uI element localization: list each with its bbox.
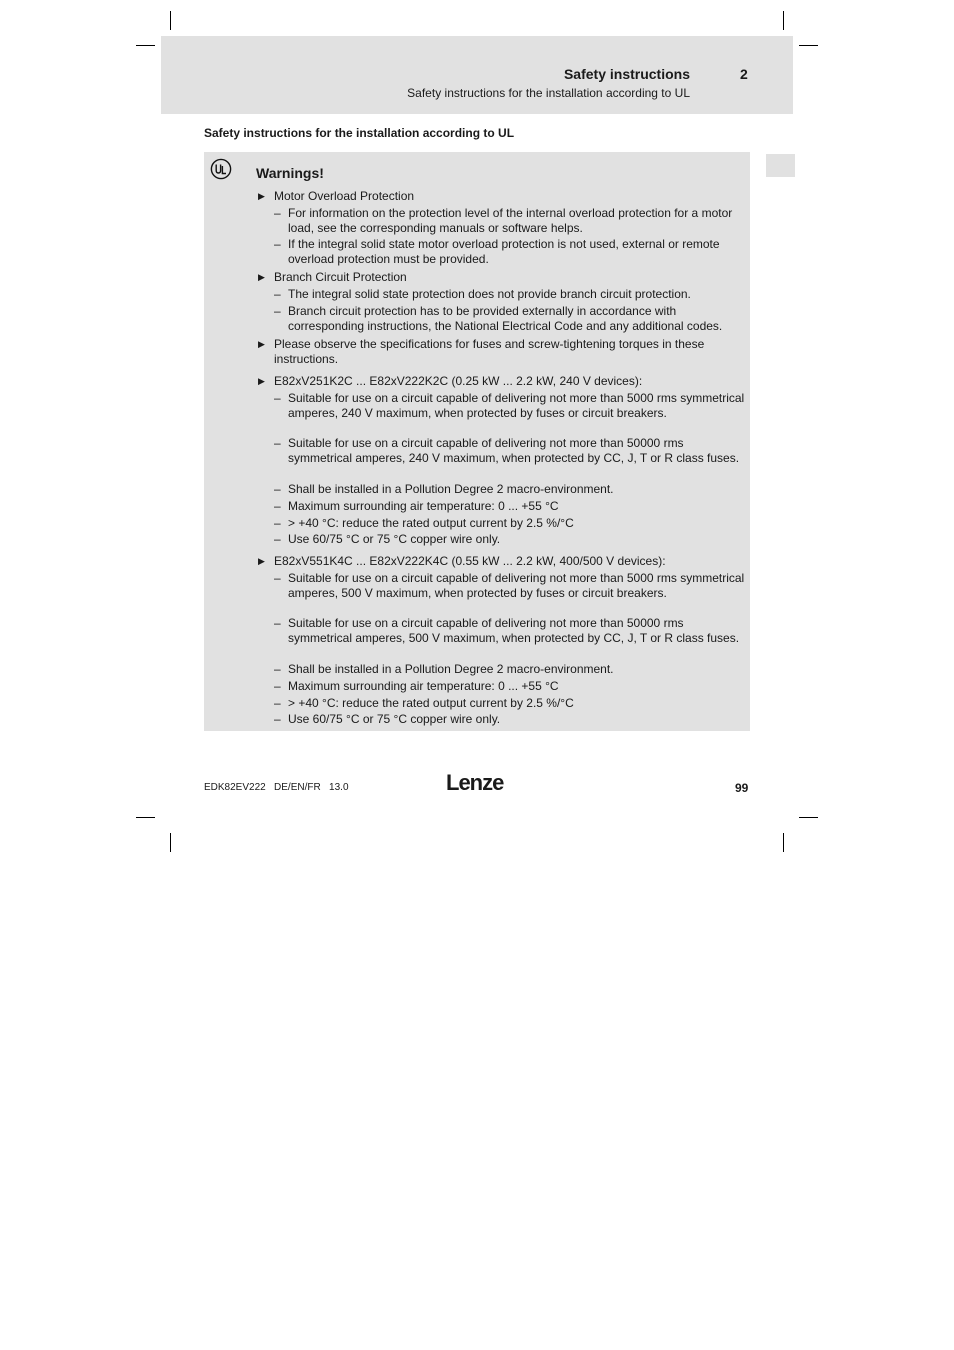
- chapter-number: 2: [740, 66, 748, 82]
- lenze-logo: Lenze: [446, 770, 504, 795]
- sub-list-item: – Use 60/75 °C or 75 °C copper wire only.: [288, 712, 748, 727]
- sub-list-item: – For information on the protection level of the internal overload protection for a motor load, see the corresponding manuals or software helps.: [288, 206, 748, 235]
- list-item: ▶ Branch Circuit Protection: [274, 270, 744, 285]
- sub-list-item: – Suitable for use on a circuit capable of delivering not more than 50000 rms symmetrical amperes, 240 V maximum, when protected by CC, J, T or R class fuses.: [288, 436, 748, 465]
- chapter-side-tab: [766, 154, 795, 177]
- list-item: ▶ E82xV551K4C ... E82xV222K4C (0.55 kW ... 2.2 kW, 400/500 V devices):: [274, 554, 744, 569]
- section-heading: Safety instructions for the installation according to UL: [204, 126, 515, 140]
- list-item: ▶ Motor Overload Protection: [274, 189, 744, 204]
- sub-list-item: – Suitable for use on a circuit capable of delivering not more than 50000 rms symmetrical amperes, 500 V maximum, when protected by CC, J, T or R class fuses.: [288, 616, 748, 645]
- sub-list-item: – > +40 °C: reduce the rated output current by 2.5 %/°C: [288, 696, 748, 711]
- crop-mark: [783, 11, 784, 30]
- sub-list-item: – Shall be installed in a Pollution Degree 2 macro-environment.: [288, 662, 748, 677]
- document-code: EDK82EV222 DE/EN/FR 13.0: [204, 782, 349, 793]
- sub-list-item: – > +40 °C: reduce the rated output current by 2.5 %/°C: [288, 516, 748, 531]
- sub-list-item: – The integral solid state protection does not provide branch circuit protection.: [288, 287, 748, 302]
- crop-mark: [783, 833, 784, 852]
- crop-mark: [136, 817, 155, 818]
- warning-title: Warnings!: [256, 165, 324, 181]
- sub-list-item: – Suitable for use on a circuit capable of delivering not more than 5000 rms symmetrical amperes, 240 V maximum, when protected by fuses or circuit breakers.: [288, 391, 748, 420]
- sub-list-item: – If the integral solid state motor overload protection is not used, external or remote overload protection must be provided.: [288, 237, 748, 266]
- chapter-subtitle: Safety instructions for the installation according to UL: [407, 86, 690, 100]
- sub-list-item: – Branch circuit protection has to be provided externally in accordance with corresponding instructions, the National Electrical Code and any additional codes.: [288, 304, 748, 333]
- ul-mark-icon: [210, 158, 232, 180]
- list-item: ▶ Please observe the specifications for fuses and screw-tightening torques in these instructions.: [274, 337, 744, 366]
- crop-mark: [136, 45, 155, 46]
- chapter-title: Safety instructions: [563, 66, 690, 82]
- sub-list-item: – Maximum surrounding air temperature: 0 ... +55 °C: [288, 679, 748, 694]
- crop-mark: [799, 817, 818, 818]
- crop-mark: [799, 45, 818, 46]
- sub-list-item: – Maximum surrounding air temperature: 0 ... +55 °C: [288, 499, 748, 514]
- warning-box: [204, 152, 750, 731]
- header-band: [161, 36, 793, 114]
- crop-mark: [170, 11, 171, 30]
- page-number: 99: [735, 781, 749, 795]
- sub-list-item: – Shall be installed in a Pollution Degree 2 macro-environment.: [288, 482, 748, 497]
- list-item: ▶ E82xV251K2C ... E82xV222K2C (0.25 kW ... 2.2 kW, 240 V devices):: [274, 374, 744, 389]
- crop-mark: [170, 833, 171, 852]
- sub-list-item: – Suitable for use on a circuit capable of delivering not more than 5000 rms symmetrical amperes, 500 V maximum, when protected by fuses or circuit breakers.: [288, 571, 748, 600]
- sub-list-item: – Use 60/75 °C or 75 °C copper wire only.: [288, 532, 748, 547]
